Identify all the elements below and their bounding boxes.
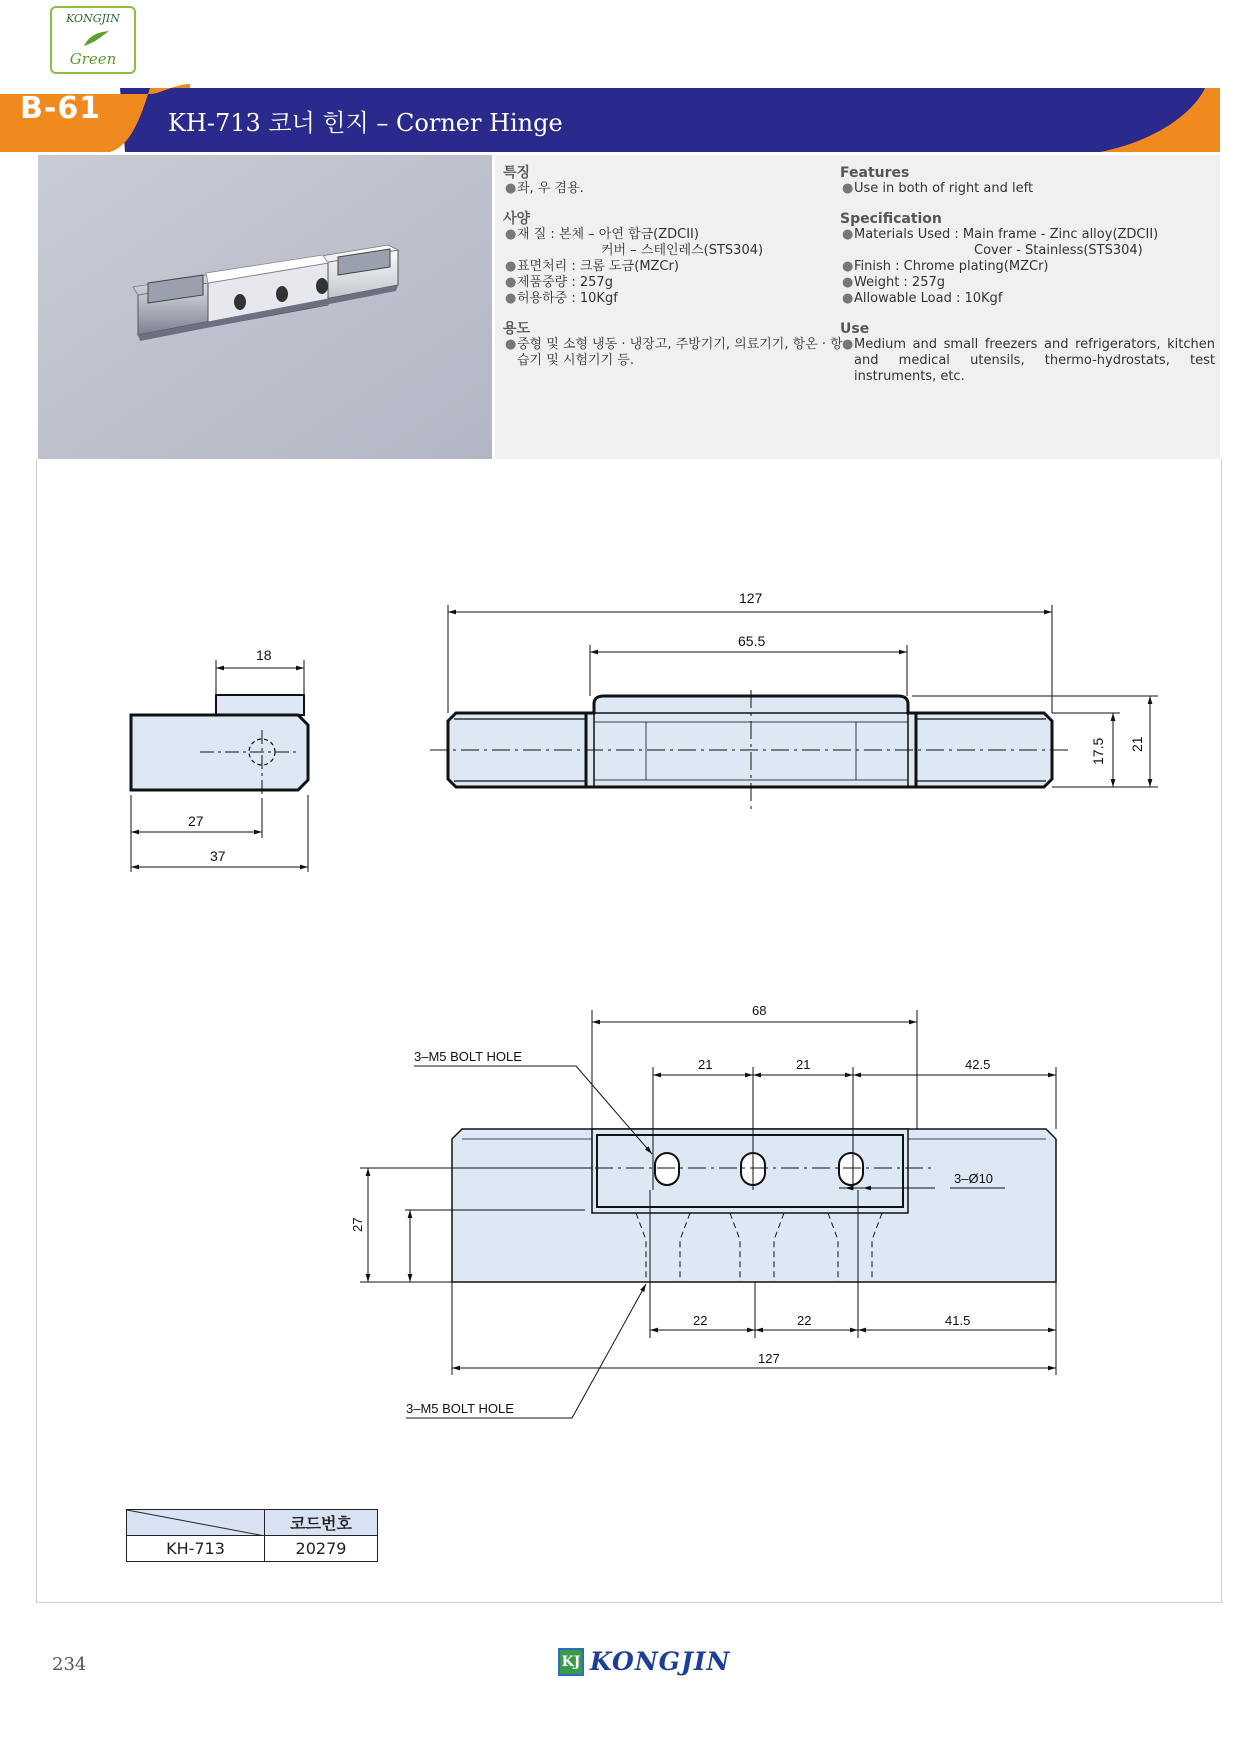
dim-42-5: 42.5: [965, 1057, 991, 1072]
bullet-icon: ●: [842, 291, 854, 306]
code-cell: 20279: [265, 1536, 378, 1562]
bullet-icon: ●: [505, 291, 517, 306]
load-kr: ● 허용하중 : 10Kgf: [505, 291, 618, 306]
code-table: [126, 1509, 378, 1562]
use-text-en: ● Medium and small freezers and refrigerators, kitchen and medical utensils, thermo-hydrostats, test instruments, etc.: [842, 337, 1215, 384]
footer-brand: KONGJIN: [590, 1647, 731, 1676]
bullet-icon: ●: [505, 227, 517, 242]
side-view: [131, 660, 308, 872]
material-cover-en: Cover - Stainless(STS304): [974, 243, 1143, 258]
finish-en: ● Finish : Chrome plating(MZCr): [842, 259, 1049, 274]
kj-mark-icon: KJ: [558, 1648, 584, 1676]
front-view: [430, 605, 1158, 810]
bullet-icon: ●: [505, 337, 517, 352]
bullet-icon: ●: [505, 181, 517, 196]
logo-green-text: Green: [69, 50, 117, 68]
bullet-icon: ●: [842, 259, 854, 274]
page-title: KH-713 코너 힌지 – Corner Hinge: [168, 109, 563, 137]
features-heading-en: Features: [840, 165, 910, 181]
bullet-icon: ●: [842, 275, 854, 290]
dim-27-side: 27: [188, 813, 204, 829]
bullet-icon: ●: [842, 181, 854, 196]
load-en: ● Allowable Load : 10Kgf: [842, 291, 1003, 306]
dim-68: 68: [752, 1003, 767, 1018]
use-heading-kr: 용도: [503, 321, 531, 337]
diagonal-line: [127, 1510, 265, 1536]
weight-kr: ● 제품중량 : 257g: [505, 275, 613, 290]
feature-item-kr: ● 좌, 우 겸용.: [505, 181, 584, 196]
dim-65-5: 65.5: [738, 633, 766, 649]
feature-item-en: ● Use in both of right and left: [842, 181, 1034, 196]
use-heading-en: Use: [840, 321, 870, 337]
dim-27-plan: 27: [350, 1217, 365, 1232]
dim-127-plan: 127: [758, 1351, 780, 1366]
model-cell: KH-713: [127, 1536, 265, 1562]
bolt-hole-label-top: 3–M5 BOLT HOLE: [414, 1049, 522, 1064]
use-text-kr: ● 중형 및 소형 냉동 · 냉장고, 주방기기, 의료기기, 항온 · 항습기 및 시험기기 등.: [505, 337, 843, 368]
page-number: 234: [52, 1654, 87, 1675]
bullet-icon: ●: [505, 259, 517, 274]
material-cover-kr: 커버 – 스테인레스(STS304): [601, 243, 764, 258]
catalog-code: B-61: [20, 91, 102, 126]
spec-heading-kr: 사양: [503, 211, 531, 227]
code-header: 코드번호: [265, 1510, 378, 1536]
dim-21-b: 21: [796, 1057, 811, 1072]
dim-41-5: 41.5: [945, 1313, 971, 1328]
spec-heading-en: Specification: [840, 211, 942, 227]
dim-37: 37: [210, 848, 226, 864]
features-heading-kr: 특징: [503, 165, 531, 181]
material-kr: ● 재 질 : 본체 – 아연 합금(ZDCII): [505, 227, 699, 242]
dim-21-front: 21: [1129, 736, 1145, 752]
dim-127-front: 127: [739, 590, 763, 606]
dim-17-5: 17.5: [1090, 737, 1106, 765]
dim-22-a: 22: [693, 1313, 708, 1328]
finish-kr: ● 표면처리 : 크롬 도금(MZCr): [505, 259, 679, 274]
logo-brand-text: KONGJIN: [66, 12, 120, 25]
bullet-icon: ●: [842, 337, 854, 352]
footer-logo: [558, 1647, 730, 1676]
bullet-icon: ●: [505, 275, 517, 290]
hole-diameter-label: 3–Ø10: [954, 1171, 994, 1186]
dim-22-b: 22: [797, 1313, 812, 1328]
bolt-hole-label-bottom: 3–M5 BOLT HOLE: [406, 1401, 514, 1416]
dim-18: 18: [256, 647, 272, 663]
table-corner-cell: [127, 1510, 265, 1536]
weight-en: ● Weight : 257g: [842, 275, 945, 290]
bullet-icon: ●: [842, 227, 854, 242]
material-en: ● Materials Used : Main frame - Zinc alloy(ZDCII): [842, 227, 1159, 242]
dim-21-a: 21: [698, 1057, 713, 1072]
